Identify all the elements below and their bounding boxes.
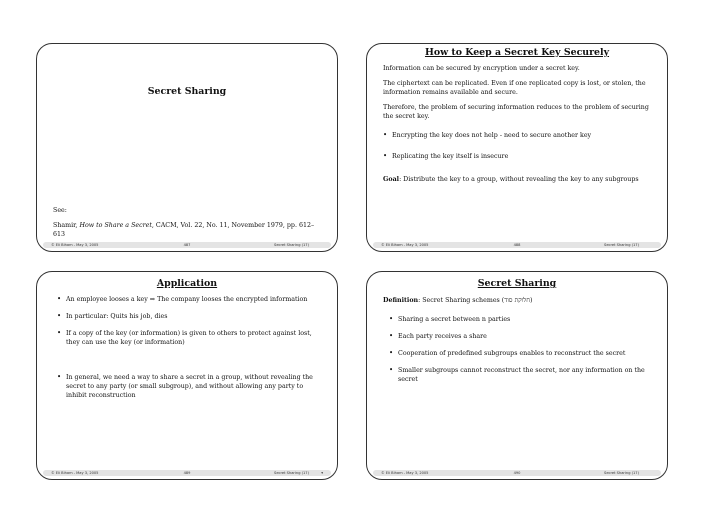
slide-title-text: How to Keep a Secret Key Securely <box>424 47 610 58</box>
goal-label: Goal <box>383 176 400 183</box>
bullet-list <box>389 315 653 384</box>
list-item: • In general, we need a way to share a secret in a group, without revealing the secret to any party (or small subgroup), and without allowing any party to inhibit reconstruction <box>57 373 323 400</box>
footer-page-number: 489 <box>183 471 191 475</box>
slide-body <box>383 64 653 190</box>
slide-references <box>53 206 323 245</box>
definition-label: Definition <box>383 297 419 304</box>
paragraph: Information can be secured by encryption under a secret key. <box>383 65 580 72</box>
slide-keep-secret-key <box>366 43 668 252</box>
definition-text: : Secret Sharing schemes (חלוקת סוד) <box>418 297 533 304</box>
reference-citation <box>53 221 323 239</box>
footer-course: Secret Sharing (17) <box>274 243 309 247</box>
slide-footer <box>43 470 331 476</box>
slide-footer <box>373 242 661 248</box>
slide-footer <box>43 242 331 248</box>
footer-course: Secret Sharing (17) <box>604 243 639 247</box>
goal-text: : Distribute the key to a group, without revealing the key to any subgroups <box>399 176 639 183</box>
slide-title: Secret Sharing <box>147 86 227 97</box>
continue-marker-icon: ▾ <box>321 471 323 475</box>
paragraph: Therefore, the problem of securing information reduces to the problem of securing the secret key. <box>383 104 649 120</box>
slide-application <box>36 271 338 480</box>
definition <box>383 296 653 305</box>
footer-course: Secret Sharing (17) <box>604 471 639 475</box>
slide-secret-sharing-definition <box>366 271 668 480</box>
see-label: See: <box>53 207 67 214</box>
reference-title: How to Share a Secret <box>79 222 152 229</box>
list-item: • Each party receives a share <box>389 332 653 341</box>
footer-author: © Eli Biham - May 3, 2005 <box>51 243 99 247</box>
slide-title <box>37 278 337 289</box>
bullet-list <box>57 295 323 400</box>
list-item: • Replicating the key itself is insecure <box>383 152 653 161</box>
slide-body <box>383 296 653 384</box>
list-item: • If a copy of the key (or information) is given to others to protect against lost, they can use the key (or information) <box>57 329 323 347</box>
list-item: • Sharing a secret between n parties <box>389 315 653 324</box>
slide-footer <box>373 470 661 476</box>
slide-title-text: Application <box>156 278 218 289</box>
reference-details: , CACM, Vol. 22, No. 11, November 1979, pp. 612–613 <box>53 222 315 238</box>
list-item: • In particular: Quits his job, dies <box>57 312 323 321</box>
list-item: • Cooperation of predefined subgroups enables to reconstruct the secret <box>389 349 653 358</box>
footer-page-number: 487 <box>183 243 191 247</box>
footer-course: Secret Sharing (17) <box>274 471 309 475</box>
slide-body <box>57 295 323 400</box>
slide-title-text: Secret Sharing <box>477 278 557 289</box>
footer-author: © Eli Biham - May 3, 2005 <box>381 471 429 475</box>
footer-page-number: 490 <box>513 471 521 475</box>
paragraph: The ciphertext can be replicated. Even if one replicated copy is lost, or stolen, the information remains available and secure. <box>383 80 646 96</box>
footer-author: © Eli Biham - May 3, 2005 <box>51 471 99 475</box>
goal-statement <box>383 175 653 184</box>
reference-author: Shamir, <box>53 222 78 229</box>
footer-author: © Eli Biham - May 3, 2005 <box>381 243 429 247</box>
slide-title <box>367 47 667 58</box>
footer-page-number: 488 <box>513 243 521 247</box>
list-item: • Smaller subgroups cannot reconstruct the secret, nor any information on the secret <box>389 366 653 384</box>
list-item: • Encrypting the key does not help - need to secure another key <box>383 131 653 140</box>
slide-title <box>367 278 667 289</box>
bullet-list <box>383 131 653 161</box>
slide-secret-sharing-title <box>36 43 338 252</box>
list-item: • An employee looses a key ⇒ The company looses the encrypted information <box>57 295 323 304</box>
